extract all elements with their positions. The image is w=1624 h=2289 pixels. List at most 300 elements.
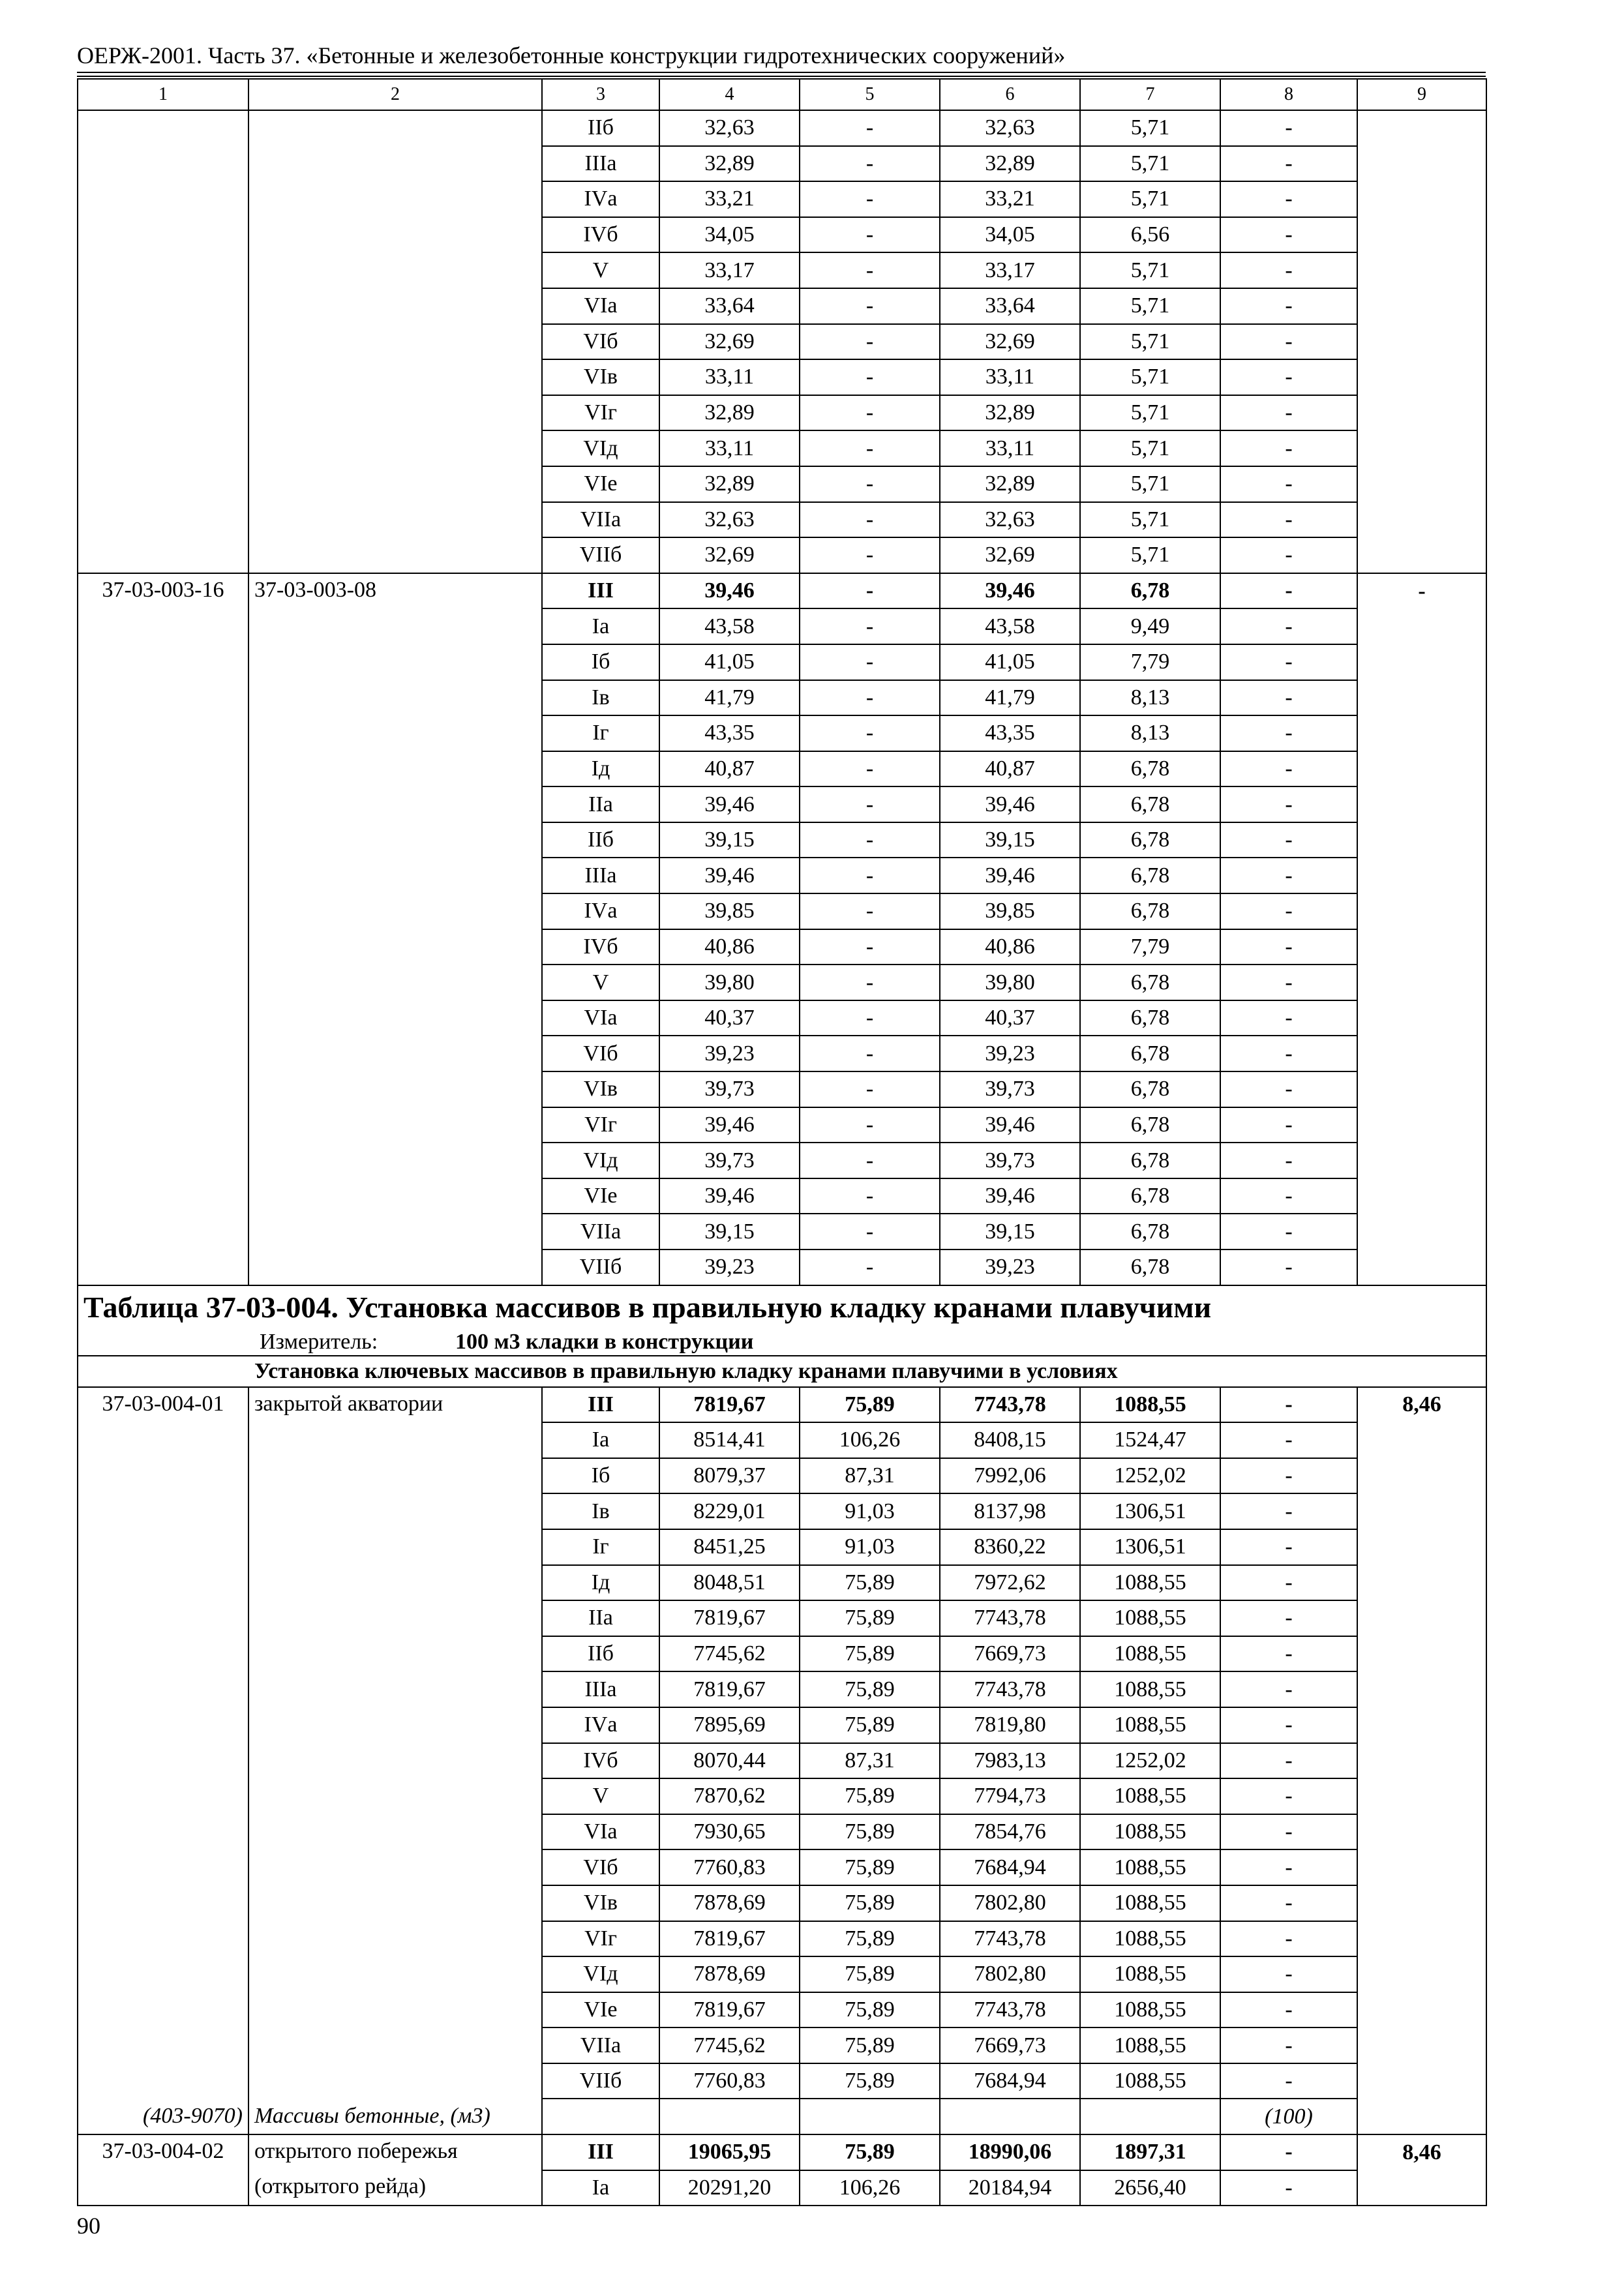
table-row: [78, 1992, 1486, 2028]
code-cell: [78, 1565, 248, 1601]
value-cell: -: [800, 395, 940, 431]
table-row: [78, 965, 1486, 1000]
zone-cell: III: [542, 1387, 659, 1423]
col9-cell: [1357, 395, 1486, 431]
value-cell: 6,78: [1080, 751, 1220, 787]
col9-cell: [1357, 2063, 1486, 2099]
value-cell: 39,46: [659, 858, 800, 893]
value-cell: 6,78: [1080, 1178, 1220, 1214]
code-cell: [78, 537, 248, 573]
zone-cell: VIб: [542, 1036, 659, 1071]
col9-cell: 8,46: [1357, 1387, 1486, 1423]
value-cell: -: [800, 822, 940, 858]
value-cell: 32,63: [940, 502, 1080, 538]
value-cell: 106,26: [800, 1422, 940, 1458]
value-cell: 43,35: [940, 715, 1080, 751]
table-row: [78, 644, 1486, 680]
code-cell: [78, 217, 248, 253]
value-cell: -: [1220, 1107, 1357, 1143]
value-cell: -: [1220, 537, 1357, 573]
value-cell: 32,89: [940, 466, 1080, 502]
value-cell: 6,78: [1080, 786, 1220, 822]
value-cell: 1088,55: [1080, 1921, 1220, 1957]
value-cell: -: [1220, 858, 1357, 893]
value-cell: 75,89: [800, 1671, 940, 1707]
code-cell: 37-03-004-01: [78, 1387, 248, 1423]
value-cell: 75,89: [800, 2027, 940, 2063]
value-cell: -: [800, 1071, 940, 1107]
value-cell: 1088,55: [1080, 1778, 1220, 1814]
value-cell: 7743,78: [940, 1600, 1080, 1636]
code-cell: 37-03-003-16: [78, 573, 248, 609]
code-cell: [78, 751, 248, 787]
description-cell: [248, 1458, 542, 1494]
col9-cell: [1357, 644, 1486, 680]
table-row: [78, 1178, 1486, 1214]
col9-cell: [1357, 359, 1486, 395]
description-cell: (открытого рейда): [248, 2170, 542, 2206]
zone-cell: IIа: [542, 1600, 659, 1636]
value-cell: 32,89: [940, 146, 1080, 182]
table-row: [78, 252, 1486, 288]
value-cell: 1088,55: [1080, 1671, 1220, 1707]
value-cell: 8,13: [1080, 680, 1220, 716]
value-cell: 75,89: [800, 1814, 940, 1850]
value-cell: -: [800, 786, 940, 822]
code-cell: [78, 1921, 248, 1957]
value-cell: 6,78: [1080, 965, 1220, 1000]
table-row: [78, 786, 1486, 822]
value-cell: 40,87: [659, 751, 800, 787]
code-cell: [78, 1458, 248, 1494]
value-cell: 41,05: [940, 644, 1080, 680]
table-row: [78, 1458, 1486, 1494]
value-cell: 5,71: [1080, 146, 1220, 182]
description-cell: [248, 1956, 542, 1992]
zone-cell: VIе: [542, 466, 659, 502]
zone-cell: V: [542, 965, 659, 1000]
col9-cell: [1357, 252, 1486, 288]
zone-cell: V: [542, 1778, 659, 1814]
table-row: [78, 1743, 1486, 1779]
zone-cell: Iв: [542, 1493, 659, 1529]
description-cell: [248, 288, 542, 324]
value-cell: 39,23: [940, 1249, 1080, 1285]
description-cell: [248, 1529, 542, 1565]
value-cell: 7743,78: [940, 1387, 1080, 1423]
value-cell: 7819,80: [940, 1707, 1080, 1743]
value-cell: 20291,20: [659, 2170, 800, 2206]
value-cell: 7819,67: [659, 1600, 800, 1636]
col9-cell: [1357, 1493, 1486, 1529]
code-cell: [78, 252, 248, 288]
value-cell: -: [800, 1143, 940, 1178]
meter-label: Измеритель:: [260, 1329, 378, 1354]
value-cell: 75,89: [800, 2063, 940, 2099]
description-cell: [248, 181, 542, 217]
table-row: [78, 2170, 1486, 2206]
value-cell: -: [1220, 1743, 1357, 1779]
header-rule: [77, 72, 1486, 73]
value-cell: 6,78: [1080, 1107, 1220, 1143]
value-cell: 8070,44: [659, 1743, 800, 1779]
header-rule-2: [77, 76, 1486, 77]
value-cell: 7743,78: [940, 1992, 1080, 2028]
description-cell: [248, 1885, 542, 1921]
zone-cell: IIIа: [542, 858, 659, 893]
value-cell: 6,78: [1080, 573, 1220, 609]
code-cell: [78, 786, 248, 822]
col9-cell: [1357, 822, 1486, 858]
table-row: [78, 858, 1486, 893]
description-cell: [248, 1000, 542, 1036]
value-cell: 2656,40: [1080, 2170, 1220, 2206]
zone-cell: IVа: [542, 1707, 659, 1743]
value-cell: -: [1220, 1600, 1357, 1636]
col9-cell: [1357, 1178, 1486, 1214]
zone-cell: IVа: [542, 893, 659, 929]
value-cell: 33,11: [940, 430, 1080, 466]
description-cell: [248, 1422, 542, 1458]
description-cell: [248, 2063, 542, 2099]
value-cell: 32,63: [659, 110, 800, 146]
value-cell: 6,78: [1080, 1214, 1220, 1249]
table-row: [78, 573, 1486, 609]
value-cell: 87,31: [800, 1458, 940, 1494]
code-cell: [78, 359, 248, 395]
code-cell: [78, 1956, 248, 1992]
value-cell: 75,89: [800, 1707, 940, 1743]
table-row: [78, 1565, 1486, 1601]
code-cell: [78, 146, 248, 182]
description-cell: [248, 1778, 542, 1814]
col9-cell: [1357, 1849, 1486, 1885]
description-cell: [248, 252, 542, 288]
value-cell: 39,23: [940, 1036, 1080, 1071]
table-row: [78, 110, 1486, 146]
description-cell: [248, 1636, 542, 1672]
description-cell: [248, 1493, 542, 1529]
value-cell: 18990,06: [940, 2134, 1080, 2170]
value-cell: 1088,55: [1080, 2027, 1220, 2063]
value-cell: 39,80: [940, 965, 1080, 1000]
value-cell: 39,46: [940, 858, 1080, 893]
table-row: [78, 2134, 1486, 2170]
table-row: [78, 751, 1486, 787]
value-cell: -: [800, 537, 940, 573]
value-cell: -: [1220, 1778, 1357, 1814]
value-cell: 7743,78: [940, 1671, 1080, 1707]
zone-cell: Iб: [542, 644, 659, 680]
value-cell: -: [800, 181, 940, 217]
description-cell: [248, 1249, 542, 1285]
table-row: [78, 1422, 1486, 1458]
table-row: [78, 1000, 1486, 1036]
value-cell: -: [1220, 1214, 1357, 1249]
zone-cell: IVб: [542, 929, 659, 965]
col9-cell: [1357, 608, 1486, 644]
zone-cell: VIа: [542, 1814, 659, 1850]
value-cell: 1088,55: [1080, 1885, 1220, 1921]
value-cell: 6,78: [1080, 1143, 1220, 1178]
value-cell: -: [1220, 1849, 1357, 1885]
value-cell: 39,85: [659, 893, 800, 929]
table-row: [78, 1849, 1486, 1885]
table-row: [78, 537, 1486, 573]
col9-cell: [1357, 288, 1486, 324]
value-cell: 9,49: [1080, 608, 1220, 644]
col9-cell: [1357, 1143, 1486, 1178]
description-cell: [248, 1814, 542, 1850]
value-cell: -: [1220, 324, 1357, 360]
value-cell: -: [1220, 1036, 1357, 1071]
code-cell: [78, 110, 248, 146]
value-cell: 8451,25: [659, 1529, 800, 1565]
value-cell: -: [800, 965, 940, 1000]
zone-cell: IIб: [542, 1636, 659, 1672]
value-cell: 7669,73: [940, 1636, 1080, 1672]
value-cell: 39,23: [659, 1249, 800, 1285]
value-cell: 1088,55: [1080, 1849, 1220, 1885]
value-cell: -: [1220, 110, 1357, 146]
description-cell: [248, 1107, 542, 1143]
col9-cell: [1357, 751, 1486, 787]
description-cell: [248, 466, 542, 502]
value-cell: 32,63: [940, 110, 1080, 146]
col9-cell: [1357, 1600, 1486, 1636]
col9-cell: [1357, 181, 1486, 217]
code-cell: [78, 680, 248, 716]
value-cell: -: [1220, 1071, 1357, 1107]
col9-cell: [1357, 786, 1486, 822]
description-cell: [248, 715, 542, 751]
zone-cell: VIIб: [542, 537, 659, 573]
description-cell: [248, 1921, 542, 1957]
description-cell: [248, 430, 542, 466]
value-cell: 7878,69: [659, 1956, 800, 1992]
value-cell: -: [1220, 430, 1357, 466]
value-cell: 39,46: [659, 786, 800, 822]
value-cell: 7745,62: [659, 2027, 800, 2063]
value-cell: 41,79: [659, 680, 800, 716]
code-cell: [78, 1143, 248, 1178]
value-cell: 5,71: [1080, 359, 1220, 395]
zone-cell: VIб: [542, 1849, 659, 1885]
table-row: [78, 1671, 1486, 1707]
code-cell: [78, 1636, 248, 1672]
zone-cell: IVб: [542, 1743, 659, 1779]
code-cell: 37-03-004-02: [78, 2134, 248, 2170]
empty-cell: [940, 2099, 1080, 2134]
value-cell: 7,79: [1080, 644, 1220, 680]
table-row: [78, 1814, 1486, 1850]
value-cell: -: [800, 146, 940, 182]
value-cell: 1088,55: [1080, 1956, 1220, 1992]
value-cell: 5,71: [1080, 466, 1220, 502]
col9-cell: [1357, 1107, 1486, 1143]
code-cell: [78, 1036, 248, 1071]
value-cell: -: [1220, 680, 1357, 716]
page-header-title: ОЕРЖ-2001. Часть 37. «Бетонные и железобетонные конструкции гидротехнических сооружений»: [77, 42, 1066, 68]
value-cell: 7802,80: [940, 1956, 1080, 1992]
col9-cell: [1357, 1707, 1486, 1743]
code-cell: [78, 1178, 248, 1214]
col9-cell: [1357, 1956, 1486, 1992]
value-cell: -: [800, 858, 940, 893]
col9-cell: [1357, 1036, 1486, 1071]
value-cell: 91,03: [800, 1529, 940, 1565]
value-cell: -: [800, 929, 940, 965]
value-cell: 8360,22: [940, 1529, 1080, 1565]
value-cell: 75,89: [800, 1565, 940, 1601]
description-cell: [248, 1707, 542, 1743]
value-cell: 39,46: [940, 1107, 1080, 1143]
code-cell: [78, 502, 248, 538]
zone-cell: VIIа: [542, 502, 659, 538]
description-cell: [248, 1743, 542, 1779]
table-row: [78, 1387, 1486, 1423]
table-row: [78, 359, 1486, 395]
table-row: [78, 2063, 1486, 2099]
zone-cell: III: [542, 2134, 659, 2170]
value-cell: 75,89: [800, 1849, 940, 1885]
value-cell: 6,78: [1080, 822, 1220, 858]
table-row: [78, 1493, 1486, 1529]
value-cell: 32,69: [659, 324, 800, 360]
value-cell: 32,69: [940, 324, 1080, 360]
value-cell: 1524,47: [1080, 1422, 1220, 1458]
value-cell: 39,23: [659, 1036, 800, 1071]
value-cell: 1088,55: [1080, 1814, 1220, 1850]
value-cell: -: [800, 1214, 940, 1249]
table-row: [78, 1921, 1486, 1957]
value-cell: -: [1220, 1458, 1357, 1494]
value-cell: 8408,15: [940, 1422, 1080, 1458]
col9-cell: [1357, 110, 1486, 146]
value-cell: 6,56: [1080, 217, 1220, 253]
value-cell: 40,87: [940, 751, 1080, 787]
value-cell: 7854,76: [940, 1814, 1080, 1850]
code-cell: [78, 1671, 248, 1707]
value-cell: -: [1220, 252, 1357, 288]
value-cell: 32,69: [659, 537, 800, 573]
value-cell: 7760,83: [659, 1849, 800, 1885]
empty-cell: [1080, 2099, 1220, 2134]
value-cell: -: [800, 502, 940, 538]
table-row: [78, 1885, 1486, 1921]
value-cell: -: [1220, 893, 1357, 929]
table-row: [78, 1143, 1486, 1178]
value-cell: 39,73: [940, 1071, 1080, 1107]
table-row: [78, 929, 1486, 965]
value-cell: 39,46: [940, 573, 1080, 609]
code-cell: [78, 395, 248, 431]
value-cell: 5,71: [1080, 502, 1220, 538]
value-cell: 87,31: [800, 1743, 940, 1779]
table-row: [78, 822, 1486, 858]
col9-cell: [1357, 502, 1486, 538]
description-cell: [248, 1849, 542, 1885]
value-cell: 7972,62: [940, 1565, 1080, 1601]
description-cell: [248, 1992, 542, 2028]
value-cell: 1088,55: [1080, 1600, 1220, 1636]
col9-cell: [1357, 1529, 1486, 1565]
value-cell: 1252,02: [1080, 1458, 1220, 1494]
col9-cell: [1357, 1921, 1486, 1957]
code-cell: [78, 288, 248, 324]
zone-cell: VIIа: [542, 2027, 659, 2063]
value-cell: 5,71: [1080, 110, 1220, 146]
value-cell: 8048,51: [659, 1565, 800, 1601]
empty-cell: [800, 2099, 940, 2134]
col9-cell: [1357, 217, 1486, 253]
description-cell: [248, 1036, 542, 1071]
zone-cell: Iа: [542, 2170, 659, 2206]
value-cell: -: [800, 1036, 940, 1071]
value-cell: 20184,94: [940, 2170, 1080, 2206]
zone-cell: Iг: [542, 715, 659, 751]
description-cell: [248, 502, 542, 538]
value-cell: -: [1220, 1707, 1357, 1743]
description-cell: [248, 893, 542, 929]
value-cell: 7669,73: [940, 2027, 1080, 2063]
value-cell: -: [1220, 288, 1357, 324]
col-num: 3: [542, 79, 659, 110]
value-cell: 7802,80: [940, 1885, 1080, 1921]
code-cell: [78, 1249, 248, 1285]
value-cell: 5,71: [1080, 537, 1220, 573]
value-cell: 39,46: [659, 1107, 800, 1143]
value-cell: 39,46: [940, 786, 1080, 822]
code-cell: [78, 181, 248, 217]
value-cell: -: [1220, 359, 1357, 395]
table-row: [78, 1214, 1486, 1249]
value-cell: 7992,06: [940, 1458, 1080, 1494]
col9-cell: [1357, 1885, 1486, 1921]
description-cell: [248, 1671, 542, 1707]
value-cell: 7745,62: [659, 1636, 800, 1672]
zone-cell: VIв: [542, 1071, 659, 1107]
value-cell: 5,71: [1080, 288, 1220, 324]
value-cell: 8137,98: [940, 1493, 1080, 1529]
zone-cell: VIб: [542, 324, 659, 360]
description-cell: [248, 324, 542, 360]
value-cell: 43,58: [659, 608, 800, 644]
value-cell: 8514,41: [659, 1422, 800, 1458]
value-cell: -: [1220, 1636, 1357, 1672]
value-cell: -: [1220, 608, 1357, 644]
description-cell: [248, 537, 542, 573]
value-cell: -: [1220, 2063, 1357, 2099]
col9-cell: [1357, 1778, 1486, 1814]
value-cell: -: [1220, 1422, 1357, 1458]
zone-cell: VIд: [542, 430, 659, 466]
description-cell: [248, 1071, 542, 1107]
code-cell: [78, 1814, 248, 1850]
code-cell: [78, 715, 248, 751]
value-cell: -: [1220, 1000, 1357, 1036]
code-cell: [78, 1778, 248, 1814]
value-cell: -: [1220, 2170, 1357, 2206]
col9-cell: [1357, 893, 1486, 929]
code-cell: [78, 1885, 248, 1921]
value-cell: 40,37: [659, 1000, 800, 1036]
value-cell: 91,03: [800, 1493, 940, 1529]
col9-cell: [1357, 1071, 1486, 1107]
value-cell: 6,78: [1080, 1249, 1220, 1285]
table-row: [78, 502, 1486, 538]
col9-cell: [1357, 1992, 1486, 2028]
